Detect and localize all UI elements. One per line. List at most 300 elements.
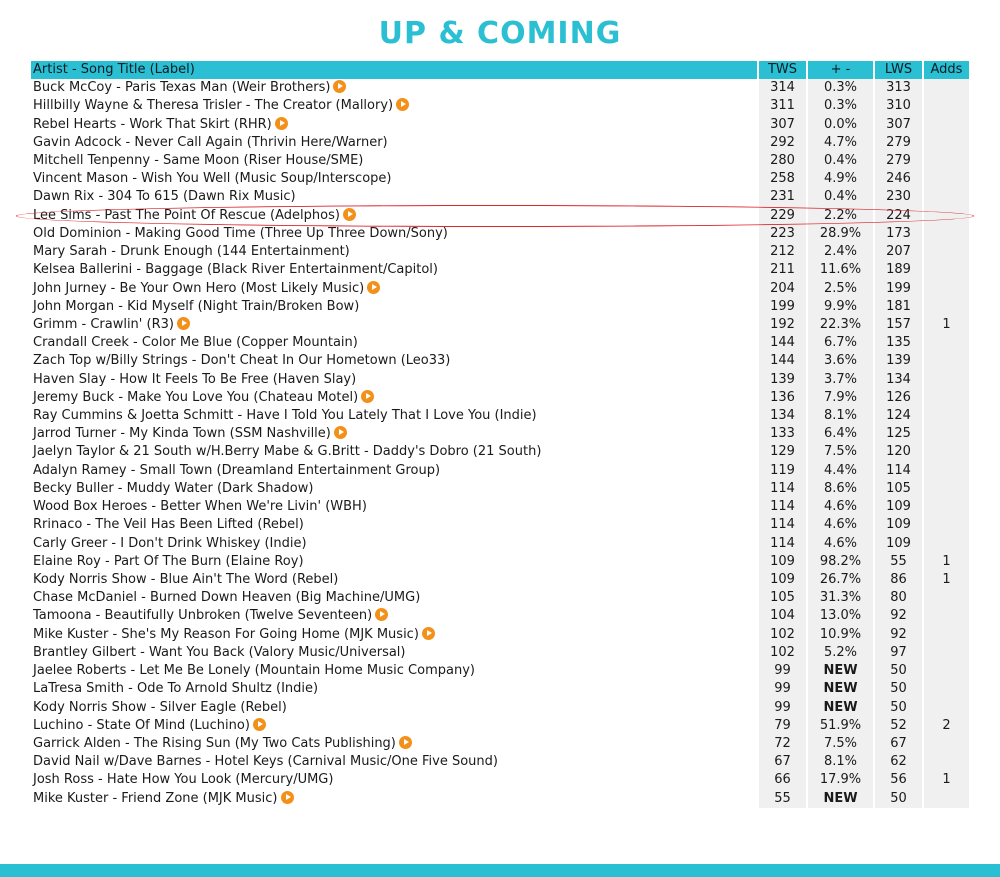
song-title: Dawn Rix - 304 To 615 (Dawn Rix Music): [33, 189, 296, 205]
play-icon[interactable]: [399, 736, 412, 749]
song-title: Zach Top w/Billy Strings - Don't Cheat In Our Hometown (Leo33): [33, 353, 451, 369]
chart-body: [31, 79, 969, 808]
lws-cell: 189: [875, 261, 924, 279]
play-icon[interactable]: [361, 390, 374, 403]
song-cell: [31, 115, 759, 133]
adds-cell: [924, 298, 969, 316]
table-row: [31, 115, 969, 133]
change-cell: 10.9%: [808, 626, 875, 644]
change-cell: 5.2%: [808, 644, 875, 662]
song-cell: [31, 279, 759, 297]
tws-cell: 229: [759, 207, 808, 225]
song-title: Elaine Roy - Part Of The Burn (Elaine Roy): [33, 553, 304, 569]
tws-cell: 129: [759, 443, 808, 461]
change-cell: 0.4%: [808, 152, 875, 170]
song-cell: [31, 334, 759, 352]
adds-cell: 1: [924, 316, 969, 334]
song-cell: [31, 771, 759, 789]
table-row: [31, 498, 969, 516]
adds-cell: 1: [924, 571, 969, 589]
table-row: [31, 534, 969, 552]
tws-cell: 223: [759, 225, 808, 243]
adds-cell: [924, 480, 969, 498]
tws-cell: 67: [759, 753, 808, 771]
lws-cell: 134: [875, 371, 924, 389]
song-cell: [31, 462, 759, 480]
tws-cell: 136: [759, 389, 808, 407]
song-cell: [31, 534, 759, 552]
song-cell: [31, 407, 759, 425]
song-cell: [31, 298, 759, 316]
change-cell: 11.6%: [808, 261, 875, 279]
tws-cell: 231: [759, 188, 808, 206]
song-cell: [31, 170, 759, 188]
table-row: [31, 298, 969, 316]
lws-cell: 207: [875, 243, 924, 261]
change-cell: 2.5%: [808, 279, 875, 297]
adds-cell: [924, 243, 969, 261]
lws-cell: 109: [875, 498, 924, 516]
song-cell: [31, 626, 759, 644]
song-title: LaTresa Smith - Ode To Arnold Shultz (Indie): [33, 681, 319, 697]
change-cell: NEW: [808, 680, 875, 698]
lws-cell: 92: [875, 626, 924, 644]
song-title: Mike Kuster - Friend Zone (MJK Music): [33, 790, 278, 806]
tws-cell: 144: [759, 352, 808, 370]
change-cell: 7.9%: [808, 389, 875, 407]
song-title: Jarrod Turner - My Kinda Town (SSM Nashville): [33, 426, 331, 442]
song-cell: [31, 352, 759, 370]
song-cell: [31, 589, 759, 607]
lws-cell: 50: [875, 680, 924, 698]
change-cell: 2.2%: [808, 207, 875, 225]
lws-cell: 52: [875, 717, 924, 735]
play-icon[interactable]: [343, 208, 356, 221]
song-cell: [31, 516, 759, 534]
adds-cell: [924, 97, 969, 115]
tws-cell: 311: [759, 97, 808, 115]
change-cell: 8.6%: [808, 480, 875, 498]
song-cell: [31, 498, 759, 516]
song-title: Mike Kuster - She's My Reason For Going Home (MJK Music): [33, 626, 419, 642]
tws-cell: 114: [759, 480, 808, 498]
play-icon[interactable]: [396, 98, 409, 111]
change-cell: 0.0%: [808, 115, 875, 133]
tws-cell: 114: [759, 534, 808, 552]
column-header-change: + -: [808, 61, 875, 79]
lws-cell: 313: [875, 79, 924, 97]
adds-cell: [924, 662, 969, 680]
tws-cell: 280: [759, 152, 808, 170]
song-title: Kody Norris Show - Silver Eagle (Rebel): [33, 699, 287, 715]
change-cell: 4.6%: [808, 498, 875, 516]
tws-cell: 258: [759, 170, 808, 188]
song-cell: [31, 644, 759, 662]
table-row: [31, 735, 969, 753]
lws-cell: 114: [875, 462, 924, 480]
play-icon[interactable]: [333, 80, 346, 93]
adds-cell: [924, 626, 969, 644]
adds-cell: [924, 279, 969, 297]
song-title: Hillbilly Wayne & Theresa Trisler - The Creator (Mallory): [33, 98, 394, 114]
song-cell: [31, 389, 759, 407]
table-row: [31, 462, 969, 480]
change-cell: 0.3%: [808, 79, 875, 97]
change-cell: 7.5%: [808, 735, 875, 753]
lws-cell: 246: [875, 170, 924, 188]
tws-cell: 102: [759, 626, 808, 644]
tws-cell: 72: [759, 735, 808, 753]
table-row: [31, 680, 969, 698]
song-cell: [31, 717, 759, 735]
column-header-song: Artist - Song Title (Label): [31, 61, 759, 79]
adds-cell: [924, 498, 969, 516]
tws-cell: 307: [759, 115, 808, 133]
adds-cell: [924, 443, 969, 461]
lws-cell: 105: [875, 480, 924, 498]
change-cell: 6.4%: [808, 425, 875, 443]
play-icon[interactable]: [367, 281, 380, 294]
lws-cell: 120: [875, 443, 924, 461]
song-cell: [31, 698, 759, 716]
play-icon[interactable]: [422, 627, 435, 640]
table-row: [31, 134, 969, 152]
change-cell: 31.3%: [808, 589, 875, 607]
song-cell: [31, 207, 759, 225]
table-row: [31, 279, 969, 297]
change-cell: 3.6%: [808, 352, 875, 370]
table-row: [31, 717, 969, 735]
tws-cell: 292: [759, 134, 808, 152]
lws-cell: 56: [875, 771, 924, 789]
change-cell: 4.9%: [808, 170, 875, 188]
table-row: [31, 571, 969, 589]
table-row: [31, 389, 969, 407]
song-cell: [31, 790, 759, 808]
table-row: [31, 553, 969, 571]
lws-cell: 279: [875, 152, 924, 170]
song-cell: [31, 134, 759, 152]
lws-cell: 67: [875, 735, 924, 753]
chart-table: [31, 61, 969, 808]
song-title: John Jurney - Be Your Own Hero (Most Likely Music): [33, 280, 365, 296]
song-cell: [31, 188, 759, 206]
change-cell: 3.7%: [808, 371, 875, 389]
change-cell: 2.4%: [808, 243, 875, 261]
adds-cell: [924, 534, 969, 552]
lws-cell: 124: [875, 407, 924, 425]
lws-cell: 279: [875, 134, 924, 152]
change-cell: 4.4%: [808, 462, 875, 480]
song-cell: [31, 662, 759, 680]
tws-cell: 114: [759, 516, 808, 534]
lws-cell: 173: [875, 225, 924, 243]
song-title: Rrinaco - The Veil Has Been Lifted (Rebel): [33, 517, 304, 533]
lws-cell: 125: [875, 425, 924, 443]
song-title: Gavin Adcock - Never Call Again (Thrivin Here/Warner): [33, 134, 388, 150]
adds-cell: 1: [924, 771, 969, 789]
tws-cell: 79: [759, 717, 808, 735]
tws-cell: 55: [759, 790, 808, 808]
lws-cell: 109: [875, 516, 924, 534]
change-cell: 13.0%: [808, 607, 875, 625]
adds-cell: [924, 425, 969, 443]
song-cell: [31, 261, 759, 279]
table-row: [31, 589, 969, 607]
adds-cell: [924, 371, 969, 389]
song-title: John Morgan - Kid Myself (Night Train/Broken Bow): [33, 298, 360, 314]
tws-cell: 133: [759, 425, 808, 443]
change-cell: NEW: [808, 790, 875, 808]
play-icon[interactable]: [281, 791, 294, 804]
song-title: Chase McDaniel - Burned Down Heaven (Big Machine/UMG): [33, 590, 421, 606]
table-row: [31, 480, 969, 498]
song-title: Haven Slay - How It Feels To Be Free (Haven Slay): [33, 371, 357, 387]
adds-cell: [924, 790, 969, 808]
song-title: Grimm - Crawlin' (R3): [33, 316, 174, 332]
song-title: Becky Buller - Muddy Water (Dark Shadow): [33, 480, 314, 496]
change-cell: 51.9%: [808, 717, 875, 735]
lws-cell: 135: [875, 334, 924, 352]
change-cell: 7.5%: [808, 443, 875, 461]
tws-cell: 139: [759, 371, 808, 389]
table-row: [31, 425, 969, 443]
adds-cell: [924, 644, 969, 662]
lws-cell: 86: [875, 571, 924, 589]
table-row: [31, 207, 969, 225]
change-cell: 8.1%: [808, 407, 875, 425]
adds-cell: [924, 516, 969, 534]
tws-cell: 144: [759, 334, 808, 352]
song-cell: [31, 243, 759, 261]
song-title: Mitchell Tenpenny - Same Moon (Riser House/SME): [33, 152, 364, 168]
change-cell: 0.4%: [808, 188, 875, 206]
song-cell: [31, 680, 759, 698]
lws-cell: 92: [875, 607, 924, 625]
song-cell: [31, 443, 759, 461]
song-cell: [31, 79, 759, 97]
lws-cell: 80: [875, 589, 924, 607]
song-title: Josh Ross - Hate How You Look (Mercury/UMG): [33, 772, 334, 788]
adds-cell: [924, 389, 969, 407]
song-cell: [31, 152, 759, 170]
table-row: [31, 407, 969, 425]
adds-cell: [924, 152, 969, 170]
table-row: [31, 626, 969, 644]
song-title: Garrick Alden - The Rising Sun (My Two Cats Publishing): [33, 735, 396, 751]
song-title: Adalyn Ramey - Small Town (Dreamland Entertainment Group): [33, 462, 441, 478]
lws-cell: 126: [875, 389, 924, 407]
lws-cell: 157: [875, 316, 924, 334]
song-cell: [31, 571, 759, 589]
play-icon[interactable]: [375, 608, 388, 621]
song-title: Luchino - State Of Mind (Luchino): [33, 717, 250, 733]
adds-cell: [924, 334, 969, 352]
adds-cell: [924, 188, 969, 206]
table-row: [31, 516, 969, 534]
change-cell: 6.7%: [808, 334, 875, 352]
table-row: [31, 352, 969, 370]
song-cell: [31, 607, 759, 625]
column-header-lws: LWS: [875, 61, 924, 79]
adds-cell: [924, 698, 969, 716]
adds-cell: [924, 680, 969, 698]
tws-cell: 109: [759, 553, 808, 571]
tws-cell: 199: [759, 298, 808, 316]
song-cell: [31, 316, 759, 334]
lws-cell: 55: [875, 553, 924, 571]
tws-cell: 104: [759, 607, 808, 625]
lws-cell: 62: [875, 753, 924, 771]
song-title: Carly Greer - I Don't Drink Whiskey (Indie): [33, 535, 307, 551]
song-title: Jeremy Buck - Make You Love You (Chateau Motel): [33, 389, 359, 405]
column-header-tws: TWS: [759, 61, 808, 79]
adds-cell: [924, 115, 969, 133]
tws-cell: 134: [759, 407, 808, 425]
lws-cell: 97: [875, 644, 924, 662]
song-title: Jaelee Roberts - Let Me Be Lonely (Mountain Home Music Company): [33, 663, 475, 679]
change-cell: NEW: [808, 662, 875, 680]
song-title: Tamoona - Beautifully Unbroken (Twelve Seventeen): [33, 608, 373, 624]
column-header-adds: Adds: [924, 61, 969, 79]
tws-cell: 99: [759, 662, 808, 680]
change-cell: 4.6%: [808, 516, 875, 534]
play-icon[interactable]: [334, 426, 347, 439]
song-cell: [31, 753, 759, 771]
tws-cell: 212: [759, 243, 808, 261]
song-title: Brantley Gilbert - Want You Back (Valory Music/Universal): [33, 644, 406, 660]
adds-cell: 2: [924, 717, 969, 735]
play-icon[interactable]: [253, 718, 266, 731]
adds-cell: [924, 407, 969, 425]
change-cell: 22.3%: [808, 316, 875, 334]
lws-cell: 181: [875, 298, 924, 316]
tws-cell: 119: [759, 462, 808, 480]
lws-cell: 109: [875, 534, 924, 552]
change-cell: 26.7%: [808, 571, 875, 589]
lws-cell: 307: [875, 115, 924, 133]
adds-cell: [924, 170, 969, 188]
lws-cell: 224: [875, 207, 924, 225]
table-row: [31, 316, 969, 334]
lws-cell: 50: [875, 698, 924, 716]
song-cell: [31, 371, 759, 389]
adds-cell: 1: [924, 553, 969, 571]
table-row: [31, 371, 969, 389]
tws-cell: 102: [759, 644, 808, 662]
change-cell: 17.9%: [808, 771, 875, 789]
tws-cell: 314: [759, 79, 808, 97]
adds-cell: [924, 79, 969, 97]
adds-cell: [924, 607, 969, 625]
header-row: [31, 61, 969, 79]
tws-cell: 114: [759, 498, 808, 516]
song-title: Wood Box Heroes - Better When We're Livin' (WBH): [33, 499, 367, 515]
adds-cell: [924, 753, 969, 771]
table-row: [31, 97, 969, 115]
song-title: Buck McCoy - Paris Texas Man (Weir Brothers): [33, 80, 331, 96]
table-row: [31, 225, 969, 243]
song-title: Jaelyn Taylor & 21 South w/H.Berry Mabe & G.Britt - Daddy's Dobro (21 South): [33, 444, 542, 460]
table-row: [31, 79, 969, 97]
tws-cell: 211: [759, 261, 808, 279]
song-cell: [31, 480, 759, 498]
adds-cell: [924, 207, 969, 225]
table-row: [31, 644, 969, 662]
lws-cell: 199: [875, 279, 924, 297]
song-title: Old Dominion - Making Good Time (Three Up Three Down/Sony): [33, 225, 448, 241]
adds-cell: [924, 134, 969, 152]
change-cell: 9.9%: [808, 298, 875, 316]
lws-cell: 139: [875, 352, 924, 370]
table-row: [31, 334, 969, 352]
tws-cell: 66: [759, 771, 808, 789]
table-row: [31, 662, 969, 680]
lws-cell: 50: [875, 662, 924, 680]
adds-cell: [924, 261, 969, 279]
change-cell: 98.2%: [808, 553, 875, 571]
song-cell: [31, 735, 759, 753]
table-row: [31, 188, 969, 206]
table-row: [31, 753, 969, 771]
table-row: [31, 443, 969, 461]
change-cell: NEW: [808, 698, 875, 716]
table-row: [31, 607, 969, 625]
song-title: Ray Cummins & Joetta Schmitt - Have I Told You Lately That I Love You (Indie): [33, 408, 537, 424]
song-title: Rebel Hearts - Work That Skirt (RHR): [33, 116, 272, 132]
adds-cell: [924, 352, 969, 370]
change-cell: 8.1%: [808, 753, 875, 771]
song-title: Vincent Mason - Wish You Well (Music Soup/Interscope): [33, 171, 392, 187]
song-title: Crandall Creek - Color Me Blue (Copper Mountain): [33, 335, 358, 351]
adds-cell: [924, 225, 969, 243]
tws-cell: 99: [759, 698, 808, 716]
tws-cell: 105: [759, 589, 808, 607]
table-row: [31, 261, 969, 279]
play-icon[interactable]: [177, 317, 190, 330]
lws-cell: 230: [875, 188, 924, 206]
table-row: [31, 170, 969, 188]
table-row: [31, 771, 969, 789]
adds-cell: [924, 462, 969, 480]
song-title: Kody Norris Show - Blue Ain't The Word (Rebel): [33, 572, 339, 588]
song-cell: [31, 225, 759, 243]
table-row: [31, 698, 969, 716]
play-icon[interactable]: [275, 117, 288, 130]
song-title: Lee Sims - Past The Point Of Rescue (Adelphos): [33, 207, 340, 223]
adds-cell: [924, 735, 969, 753]
change-cell: 4.6%: [808, 534, 875, 552]
table-row: [31, 243, 969, 261]
song-cell: [31, 553, 759, 571]
tws-cell: 99: [759, 680, 808, 698]
bottom-bar: [0, 864, 1000, 877]
song-title: Kelsea Ballerini - Baggage (Black River Entertainment/Capitol): [33, 262, 438, 278]
table-row: [31, 790, 969, 808]
change-cell: 0.3%: [808, 97, 875, 115]
change-cell: 28.9%: [808, 225, 875, 243]
song-cell: [31, 97, 759, 115]
lws-cell: 50: [875, 790, 924, 808]
change-cell: 4.7%: [808, 134, 875, 152]
tws-cell: 109: [759, 571, 808, 589]
page-title: UP & COMING: [378, 16, 622, 51]
tws-cell: 192: [759, 316, 808, 334]
tws-cell: 204: [759, 279, 808, 297]
table-row: [31, 152, 969, 170]
lws-cell: 310: [875, 97, 924, 115]
song-title: Mary Sarah - Drunk Enough (144 Entertainment): [33, 244, 350, 260]
